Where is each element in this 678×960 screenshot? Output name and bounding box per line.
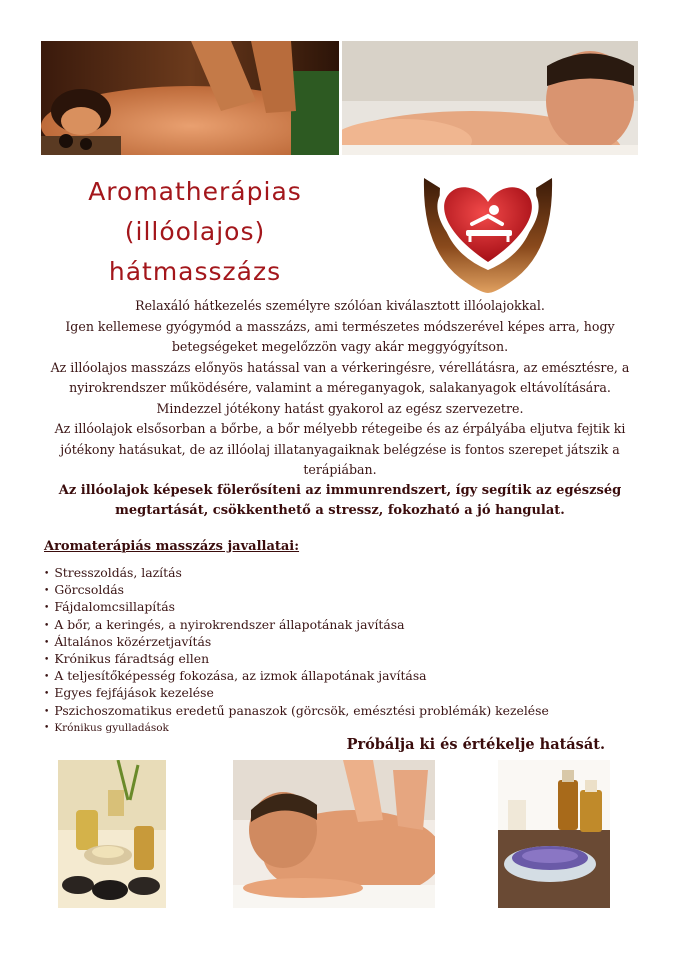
intro-text <box>40 296 640 522</box>
list-item: • Általános közérzetjavítás <box>44 634 604 651</box>
title-line: hátmasszázs <box>108 257 282 286</box>
photo-spa-stones <box>58 760 166 908</box>
list-item: • Krónikus fáradtság ellen <box>44 651 604 668</box>
heart-hands-massage-icon <box>420 158 556 298</box>
intro-paragraph: Az illóolajok elsősorban a bőrbe, a bőr mélyebb rétegeibe és az érpályába eljutva fejtik ki jótékony hatásukat, de az illóolaj illatanyagaiknak belégzése is fontos szerepet játszik a terápiában. <box>54 421 626 477</box>
indications-list <box>44 565 604 736</box>
photo-shoulder-massage <box>233 760 435 908</box>
intro-paragraph: Az illóolajos masszázs előnyös hatással van a vérkeringésre, vérellátásra, az emésztésre, a nyirokrendszer működésére, valamint a méreganyagok, salakanyagok eltávolítására. <box>50 359 630 395</box>
list-item: • Pszichoszomatikus eredetű panaszok (görcsök, emésztési problémák) kezelése <box>44 703 604 720</box>
title-line: (illóolajos) <box>124 217 266 246</box>
page-title <box>60 172 330 292</box>
list-item: • Stresszoldás, lazítás <box>44 565 604 582</box>
photo-lavender-oils <box>498 760 610 908</box>
list-item: • Görcsoldás <box>44 582 604 599</box>
title-line: Aromatherápias <box>88 177 302 206</box>
call-to-action: Próbálja ki és értékelje hatását. <box>346 736 605 753</box>
photo-man-relaxing <box>342 41 638 155</box>
intro-paragraph: Relaxáló hátkezelés személyre szólóan kiválasztott illóolajokkal. <box>135 298 545 313</box>
photo-back-massage-woman <box>41 41 339 155</box>
list-item: • Krónikus gyulladások <box>44 720 604 736</box>
list-item: • A bőr, a keringés, a nyirokrendszer állapotának javítása <box>44 617 604 634</box>
list-item: • A teljesítőképesség fokozása, az izmok állapotának javítása <box>44 668 604 685</box>
intro-paragraph: Igen kellemese gyógymód a masszázs, ami természetes módszerével képes arra, hogy betegségeket megelőzzön vagy akár meggyógyítson. <box>65 318 615 354</box>
intro-bold-statement: Az illóolajok képesek fölerősíteni az immunrendszert, így segítik az egészség megtartását, csökkenthető a stressz, fokozható a jó hangulat. <box>58 482 622 518</box>
list-item: • Fájdalomcsillapítás <box>44 599 604 616</box>
indications-heading: Aromaterápiás masszázs javallatai: <box>44 539 300 554</box>
intro-paragraph: Mindezzel jótékony hatást gyakorol az egész szervezetre. <box>156 400 524 416</box>
list-item: • Egyes fejfájások kezelése <box>44 685 604 702</box>
